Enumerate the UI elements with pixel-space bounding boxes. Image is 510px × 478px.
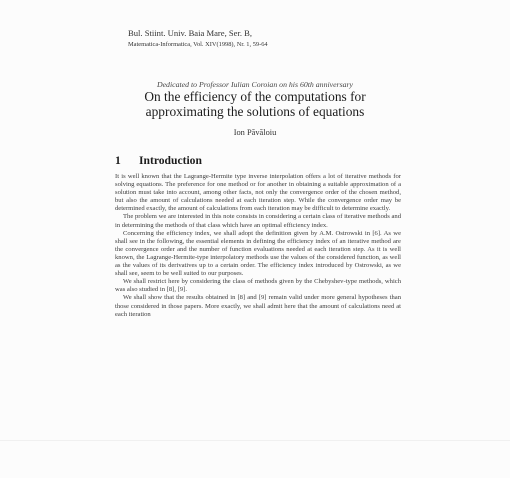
journal-header — [128, 28, 268, 50]
section-heading — [115, 154, 202, 167]
dedication: Dedicated to Professor Iulian Coroian on his 60th anniversary — [156, 80, 354, 89]
paper-title — [0, 89, 510, 119]
paper-title-line-2: approximating the solutions of equations — [145, 104, 365, 119]
section-number: 1 — [115, 154, 121, 167]
paragraph: We shall show that the results obtained in [8] and [9] remain valid under more general hypotheses than those considered in those papers. More exactly, we shall admit here that the amount of calculations need at each iteration — [115, 294, 401, 318]
author-name: Ion Păvăloiu — [233, 128, 277, 137]
body-text — [115, 173, 401, 319]
paragraph: We shall restrict here by considering the class of methods given by the Chebyshev-type methods, which was also studied in [8], [9]. — [115, 278, 401, 294]
scan-artifact-line — [0, 440, 510, 441]
section-title: Introduction — [139, 154, 202, 167]
paper-title-line-1: On the efficiency of the computations for — [144, 89, 366, 104]
paragraph: It is well known that the Lagrange-Hermite type inverse interpolation offers a lot of iterative methods for solving equations. The preference for one method or for another in obtaining a suitable approximation of a solution must take into account, among other facts, not only the convergence order of the chosen method, but also the amount of calculations needed at each iteration step. While the convergence order may be determined exactly, the amount of calculations from each iteration may be difficult to determine exactly. — [115, 173, 401, 213]
paragraph: Concerning the efficiency index, we shall adopt the definition given by A.M. Ostrowski in [6]. As we shall see in the following, the essential elements in defining the efficiency index of an iterative method are the convergence order and the number of function evaluations needed at each iteration step. As it is well known, the Lagrange-Hermite-type interpolatory methods use the values of the considered function, as well as the values of its derivatives up to a certain order. The efficiency index introduced by Ostrowski, as we shall see, seem to be well suited to our purposes. — [115, 229, 401, 278]
paragraph: The problem we are interested in this note consists in considering a certain class of iterative methods and in determining the methods of that class which have an optimal efficiency index. — [115, 213, 401, 229]
journal-name: Bul. Stiint. Univ. Baia Mare, Ser. B, — [128, 28, 253, 38]
journal-volume: Matematica-Informatica, Vol. XIV(1998), Nr. 1, 59-64 — [128, 41, 268, 48]
